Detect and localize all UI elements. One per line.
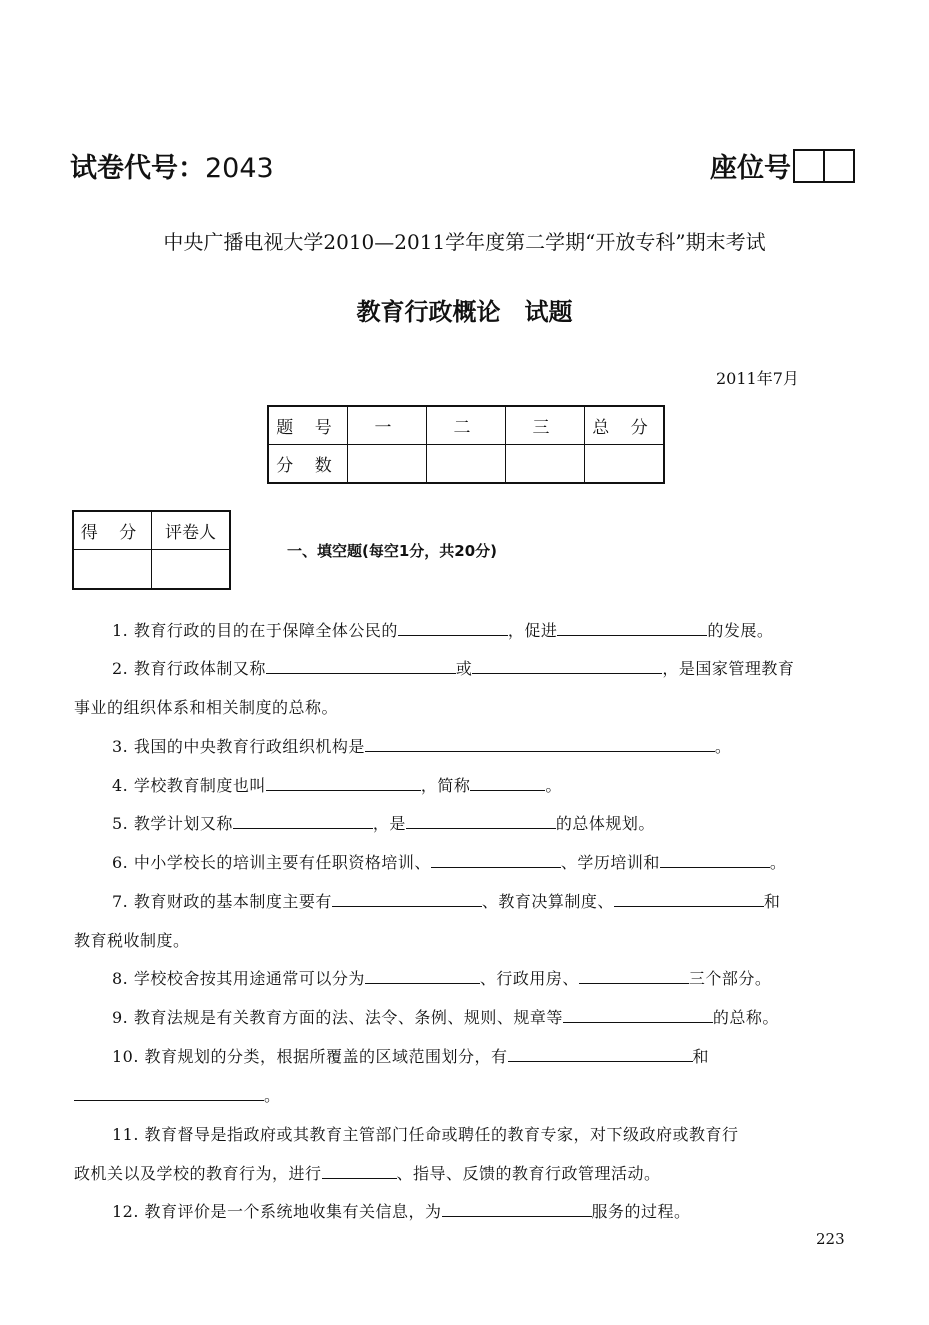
exam-date: 2011年7月 [716, 369, 799, 388]
score-table-empty-cell [585, 445, 665, 484]
paper-code [70, 146, 274, 185]
grader-score-cell [73, 550, 152, 590]
score-table-cell: 二 [427, 406, 506, 445]
answer-blank [508, 1060, 693, 1062]
answer-blank [472, 672, 662, 674]
grader-table [72, 510, 231, 590]
answer-blank [332, 905, 482, 907]
question-11: 11. 教育督导是指政府或其教育主管部门任命或聘任的教育专家，对下级政府或教育行 [112, 1125, 739, 1144]
answer-blank [563, 1021, 713, 1023]
question-text: 或 [455, 659, 473, 678]
question-text: 12. 教育评价是一个系统地收集有关信息，为 [112, 1202, 442, 1221]
score-table-empty-cell [506, 445, 585, 484]
question-text: 、指导、反馈的教育行政管理活动。 [396, 1164, 661, 1183]
score-table-cell: 题 号 [268, 406, 348, 445]
answer-blank [266, 789, 421, 791]
answer-blank [470, 789, 545, 791]
answer-blank [660, 866, 770, 868]
paper-title: 教育行政概论 试题 [356, 298, 573, 326]
question-text: 5. 教学计划又称 [112, 814, 233, 833]
answer-blank [266, 672, 456, 674]
answer-blank [233, 827, 373, 829]
question-text: 和 [692, 1047, 710, 1066]
question-text: ，促进 [507, 621, 558, 640]
question-text: 4. 学校教育制度也叫 [112, 776, 266, 795]
seat-number-label: 座位号 [710, 153, 791, 184]
question-2-continued: 事业的组织体系和相关制度的总称。 [74, 698, 339, 717]
question-text: 、学历培训和 [560, 853, 660, 872]
question-text: 和 [763, 892, 781, 911]
question-text: 的发展。 [707, 621, 774, 640]
question-1 [112, 618, 860, 641]
question-text: ，是 [372, 814, 406, 833]
question-text: 10. 教育规划的分类，根据所覆盖的区域范围划分，有 [112, 1047, 508, 1066]
exam-title-line: 中央广播电视大学2010—2011学年度第二学期“开放专科”期末考试 [163, 230, 766, 254]
answer-blank [365, 750, 715, 752]
question-7 [112, 889, 860, 912]
seat-number [710, 146, 855, 185]
question-9 [112, 1005, 860, 1028]
score-table-header-row [268, 406, 664, 445]
score-table-cell: 分 数 [268, 445, 348, 484]
answer-blank [322, 1177, 397, 1179]
score-table-cell: 一 [348, 406, 427, 445]
grader-score-label: 得 分 [73, 511, 152, 550]
section-heading: 一、填空题(每空1分，共20分) [287, 542, 498, 560]
question-text: 。 [264, 1086, 281, 1105]
grader-name-label: 评卷人 [152, 511, 231, 550]
answer-blank [398, 634, 508, 636]
question-10 [112, 1044, 860, 1067]
question-5 [112, 811, 860, 834]
question-text: 、行政用房、 [479, 969, 579, 988]
question-3 [112, 734, 860, 757]
question-text: 3. 我国的中央教育行政组织机构是 [112, 737, 365, 756]
answer-blank [74, 1099, 264, 1101]
question-text: 。 [769, 853, 787, 872]
question-text: 的总体规划。 [555, 814, 655, 833]
answer-blank [431, 866, 561, 868]
score-table-empty-cell [427, 445, 506, 484]
question-6 [112, 850, 860, 873]
question-10-continued [74, 1083, 860, 1106]
answer-blank [579, 982, 689, 984]
question-text: 1. 教育行政的目的在于保障全体公民的 [112, 621, 398, 640]
question-11-continued [74, 1161, 860, 1184]
grader-name-cell [152, 550, 231, 590]
page-number: 223 [816, 1230, 845, 1248]
answer-blank [406, 827, 556, 829]
question-text: 7. 教育财政的基本制度主要有 [112, 892, 332, 911]
question-text: 的总称。 [712, 1008, 779, 1027]
question-text: 。 [714, 737, 732, 756]
question-7-continued: 教育税收制度。 [74, 931, 190, 950]
question-2 [112, 656, 860, 679]
question-text: 政机关以及学校的教育行为，进行 [74, 1164, 322, 1183]
seat-box [795, 151, 823, 181]
paper-code-number: 2043 [205, 153, 274, 184]
question-text: 、教育决算制度、 [481, 892, 614, 911]
question-text: 。 [545, 776, 562, 795]
question-text: ，简称 [420, 776, 471, 795]
answer-blank [557, 634, 707, 636]
score-table-cell: 总 分 [585, 406, 665, 445]
score-table-score-row [268, 445, 664, 484]
answer-blank [365, 982, 480, 984]
question-text: 2. 教育行政体制又称 [112, 659, 266, 678]
score-table [267, 405, 665, 484]
question-4 [112, 773, 860, 796]
answer-blank [614, 905, 764, 907]
question-text: 服务的过程。 [591, 1202, 691, 1221]
question-text: 三个部分。 [688, 969, 772, 988]
question-text: 8. 学校校舍按其用途通常可以分为 [112, 969, 365, 988]
question-8 [112, 966, 860, 989]
question-text: ，是国家管理教育 [662, 659, 795, 678]
seat-number-boxes [793, 149, 855, 183]
paper-code-label: 试卷代号： [70, 153, 205, 184]
score-table-cell: 三 [506, 406, 585, 445]
answer-blank [442, 1215, 592, 1217]
question-text: 9. 教育法规是有关教育方面的法、法令、条例、规则、规章等 [112, 1008, 563, 1027]
seat-box [823, 151, 853, 181]
score-table-empty-cell [348, 445, 427, 484]
question-12 [112, 1199, 860, 1222]
question-text: 6. 中小学校长的培训主要有任职资格培训、 [112, 853, 431, 872]
